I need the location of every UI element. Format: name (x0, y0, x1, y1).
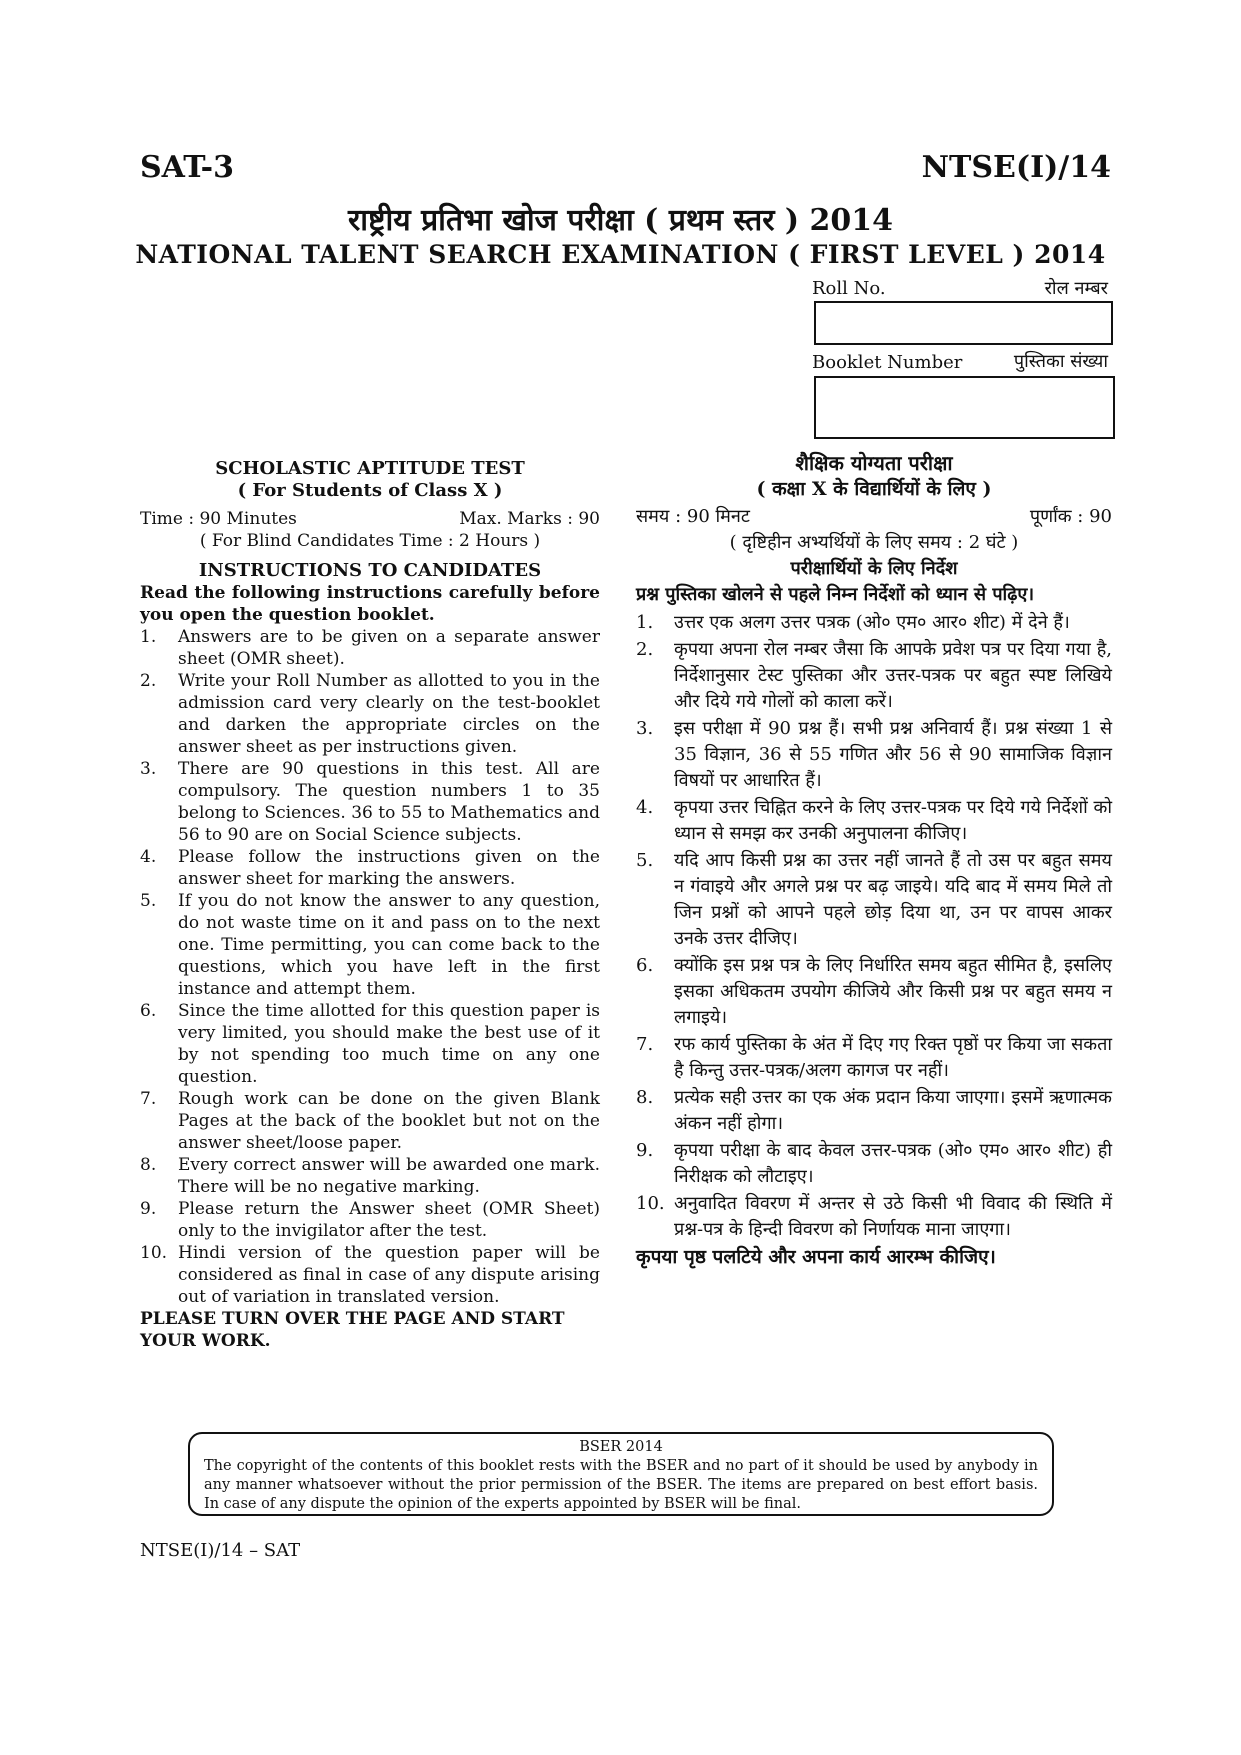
hi-instruction-item (636, 610, 1112, 636)
test-subtitle-en: ( For Students of Class X ) (237, 480, 503, 501)
roll-label-en: Roll No. (812, 278, 886, 299)
booklet-label-hi: पुस्तिका संख्या (1013, 351, 1108, 372)
instruction-number: 9. (636, 1140, 654, 1161)
instruction-number: 1. (140, 627, 157, 647)
instructions-heading-hi: परीक्षार्थियों के लिए निर्देश (790, 558, 958, 579)
max-marks-en: Max. Marks : 90 (459, 509, 600, 529)
instruction-text: क्योंकि इस प्रश्न पत्र के लिए निर्धारित समय बहुत सीमित है, इसलिए इसका अधिकतम उपयोग कीजिये और किसी प्रश्न पर बहुत समय न लगाइये। (674, 955, 1112, 1028)
en-instruction-item (140, 670, 600, 758)
instruction-number: 6. (636, 955, 654, 976)
en-instruction-item (140, 1198, 600, 1242)
blind-time-en: ( For Blind Candidates Time : 2 Hours ) (199, 531, 541, 551)
instruction-text: अनुवादित विवरण में अन्तर से उठे किसी भी विवाद की स्थिति में प्रश्न-पत्र के हिन्दी विवरण को निर्णायक माना जाएगा। (674, 1193, 1112, 1240)
en-instruction-item (140, 758, 600, 846)
en-instruction-item (140, 626, 600, 670)
instruction-number: 4. (140, 847, 157, 867)
instruction-text: Please follow the instructions given on the answer sheet for marking the answers. (178, 847, 600, 889)
instruction-number: 8. (636, 1087, 654, 1108)
hindi-instructions (636, 450, 1112, 1270)
hi-instruction-item (636, 1138, 1112, 1190)
instruction-text: Rough work can be done on the given Blank Pages at the back of the booklet but not on the answer sheet/loose paper. (178, 1089, 600, 1153)
en-instruction-item (140, 846, 600, 890)
booklet-label-en: Booklet Number (812, 352, 963, 373)
paper-code-right: NTSE(I)/14 (921, 150, 1111, 185)
instruction-text: Please return the Answer sheet (OMR Sheet) only to the invigilator after the test. (178, 1199, 600, 1241)
instruction-text: Answers are to be given on a separate answer sheet (OMR sheet). (178, 627, 600, 669)
en-instruction-item (140, 1154, 600, 1198)
instruction-text: कृपया उत्तर चिह्नित करने के लिए उत्तर-पत्रक पर दिये गये निर्देशों को ध्यान से समझ कर उनकी अनुपालना कीजिए। (674, 797, 1112, 844)
test-title-hi: शैक्षिक योग्यता परीक्षा (795, 451, 953, 475)
instruction-number: 2. (140, 671, 157, 691)
closing-hi: कृपया पृष्ठ पलटिये और अपना कार्य आरम्भ कीजिए। (636, 1246, 996, 1268)
hi-instruction-item (636, 795, 1112, 847)
instruction-number: 10. (140, 1243, 168, 1263)
instruction-text: Every correct answer will be awarded one mark. There will be no negative marking. (178, 1155, 600, 1197)
instruction-number: 5. (140, 891, 157, 911)
instruction-number: 3. (140, 759, 157, 779)
hi-instruction-item (636, 953, 1112, 1031)
instruction-text: Hindi version of the question paper will be considered as final in case of any dispute arising out of variation in translated version. (178, 1243, 600, 1307)
time-en: Time : 90 Minutes (140, 509, 297, 529)
copyright-text: The copyright of the contents of this booklet rests with the BSER and no part of it should be used by anybody in any manner whatsoever without the prior permission of the BSER. The items are prepared on best effort basis. In case of any dispute the opinion of the experts appointed by BSER will be final. (204, 1458, 1038, 1512)
instruction-text: Write your Roll Number as allotted to you in the admission card very clearly on the test-booklet and darken the appropriate circles on the answer sheet as per instructions given. (178, 671, 600, 757)
instruction-list-en (140, 626, 600, 1308)
hi-instruction-item (636, 1085, 1112, 1137)
intro-hi: प्रश्न पुस्तिका खोलने से पहले निम्न निर्देशों को ध्यान से पढ़िए। (636, 584, 1035, 605)
en-instruction-item (140, 890, 600, 1000)
hi-instruction-item (636, 1191, 1112, 1243)
instruction-text: रफ कार्य पुस्तिका के अंत में दिए गए रिक्त पृष्ठों पर किया जा सकता है किन्तु उत्तर-पत्रक/अलग कागज पर नहीं। (674, 1034, 1112, 1081)
roll-number-field[interactable] (814, 301, 1113, 345)
footer-code: NTSE(I)/14 – SAT (140, 1540, 301, 1561)
instruction-number: 3. (636, 718, 654, 739)
hi-instruction-item (636, 1032, 1112, 1084)
hi-instruction-item (636, 637, 1112, 715)
hi-instruction-item (636, 716, 1112, 794)
en-instruction-item (140, 1242, 600, 1308)
instruction-number: 9. (140, 1199, 157, 1219)
instruction-text: If you do not know the answer to any question, do not waste time on it and pass on to the next one. Time permitting, you can come back to the questions, which you have left in the first instance and attempt them. (178, 891, 600, 999)
copyright-title: BSER 2014 (579, 1439, 663, 1455)
instruction-number: 10. (636, 1193, 665, 1214)
en-instruction-item (140, 1000, 600, 1088)
en-instruction-item (140, 1088, 600, 1154)
instruction-text: यदि आप किसी प्रश्न का उत्तर नहीं जानते हैं तो उस पर बहुत समय न गंवाइये और अगले प्रश्न पर बढ़ जाइये। यदि बाद में समय मिले तो जिन प्रश्नों को आपने पहले छोड़ दिया था, उन पर वापस आकर उनके उत्तर दीजिए। (674, 850, 1112, 949)
instruction-number: 5. (636, 850, 654, 871)
instruction-text: There are 90 questions in this test. All are compulsory. The question numbers 1 to 35 belong to Sciences. 36 to 55 to Mathematics and 56 to 90 are on Social Science subjects. (178, 759, 600, 845)
closing-en: PLEASE TURN OVER THE PAGE AND START YOUR WORK. (140, 1309, 565, 1351)
instruction-text: कृपया परीक्षा के बाद केवल उत्तर-पत्रक (ओ० एम० आर० शीट) ही निरीक्षक को लौटाइए। (674, 1140, 1112, 1187)
hi-instruction-item (636, 848, 1112, 952)
time-hi: समय : 90 मिनट (636, 506, 750, 527)
roll-label-hi: रोल नम्बर (1044, 278, 1108, 299)
booklet-number-field[interactable] (814, 376, 1115, 439)
instruction-number: 6. (140, 1001, 157, 1021)
instruction-number: 7. (636, 1034, 654, 1055)
title-hindi: राष्ट्रीय प्रतिभा खोज परीक्षा ( प्रथम स्तर ) 2014 (347, 203, 894, 238)
test-subtitle-hi: ( कक्षा X के विद्यार्थियों के लिए ) (756, 478, 992, 500)
instruction-text: उत्तर एक अलग उत्तर पत्रक (ओ० एम० आर० शीट) में देने हैं। (674, 612, 1070, 633)
instruction-list-hi (636, 610, 1112, 1243)
copyright-notice (188, 1432, 1054, 1516)
instruction-number: 4. (636, 797, 654, 818)
english-instructions (140, 458, 600, 1352)
test-title-en: SCHOLASTIC APTITUDE TEST (215, 458, 525, 479)
instruction-text: कृपया अपना रोल नम्बर जैसा कि आपके प्रवेश पत्र पर दिया गया है, निर्देशानुसार टेस्ट पुस्तिका और उत्तर-पत्रक पर बहुत स्पष्ट लिखिये और दिये गये गोलों को काला करें। (674, 639, 1112, 712)
instruction-number: 7. (140, 1089, 157, 1109)
intro-en: Read the following instructions carefully before you open the question booklet. (140, 583, 600, 625)
instruction-number: 8. (140, 1155, 157, 1175)
instruction-text: Since the time allotted for this question paper is very limited, you should make the best use of it by not spending too much time on any one question. (178, 1001, 600, 1087)
paper-code-left: SAT-3 (140, 150, 234, 185)
title-english: NATIONAL TALENT SEARCH EXAMINATION ( FIRST LEVEL ) 2014 (135, 240, 1106, 269)
instruction-text: इस परीक्षा में 90 प्रश्न हैं। सभी प्रश्न अनिवार्य हैं। प्रश्न संख्या 1 से 35 विज्ञान, 36 से 55 गणित और 56 से 90 सामाजिक विज्ञान विषयों पर आधारित हैं। (674, 718, 1112, 791)
blind-time-hi: ( दृष्टिहीन अभ्यर्थियों के लिए समय : 2 घंटे ) (729, 532, 1019, 553)
instruction-text: प्रत्येक सही उत्तर का एक अंक प्रदान किया जाएगा। इसमें ऋणात्मक अंकन नहीं होगा। (674, 1087, 1112, 1134)
instruction-number: 1. (636, 612, 654, 633)
instruction-number: 2. (636, 639, 654, 660)
max-marks-hi: पूर्णांक : 90 (1029, 506, 1112, 527)
instructions-heading-en: INSTRUCTIONS TO CANDIDATES (198, 560, 542, 581)
